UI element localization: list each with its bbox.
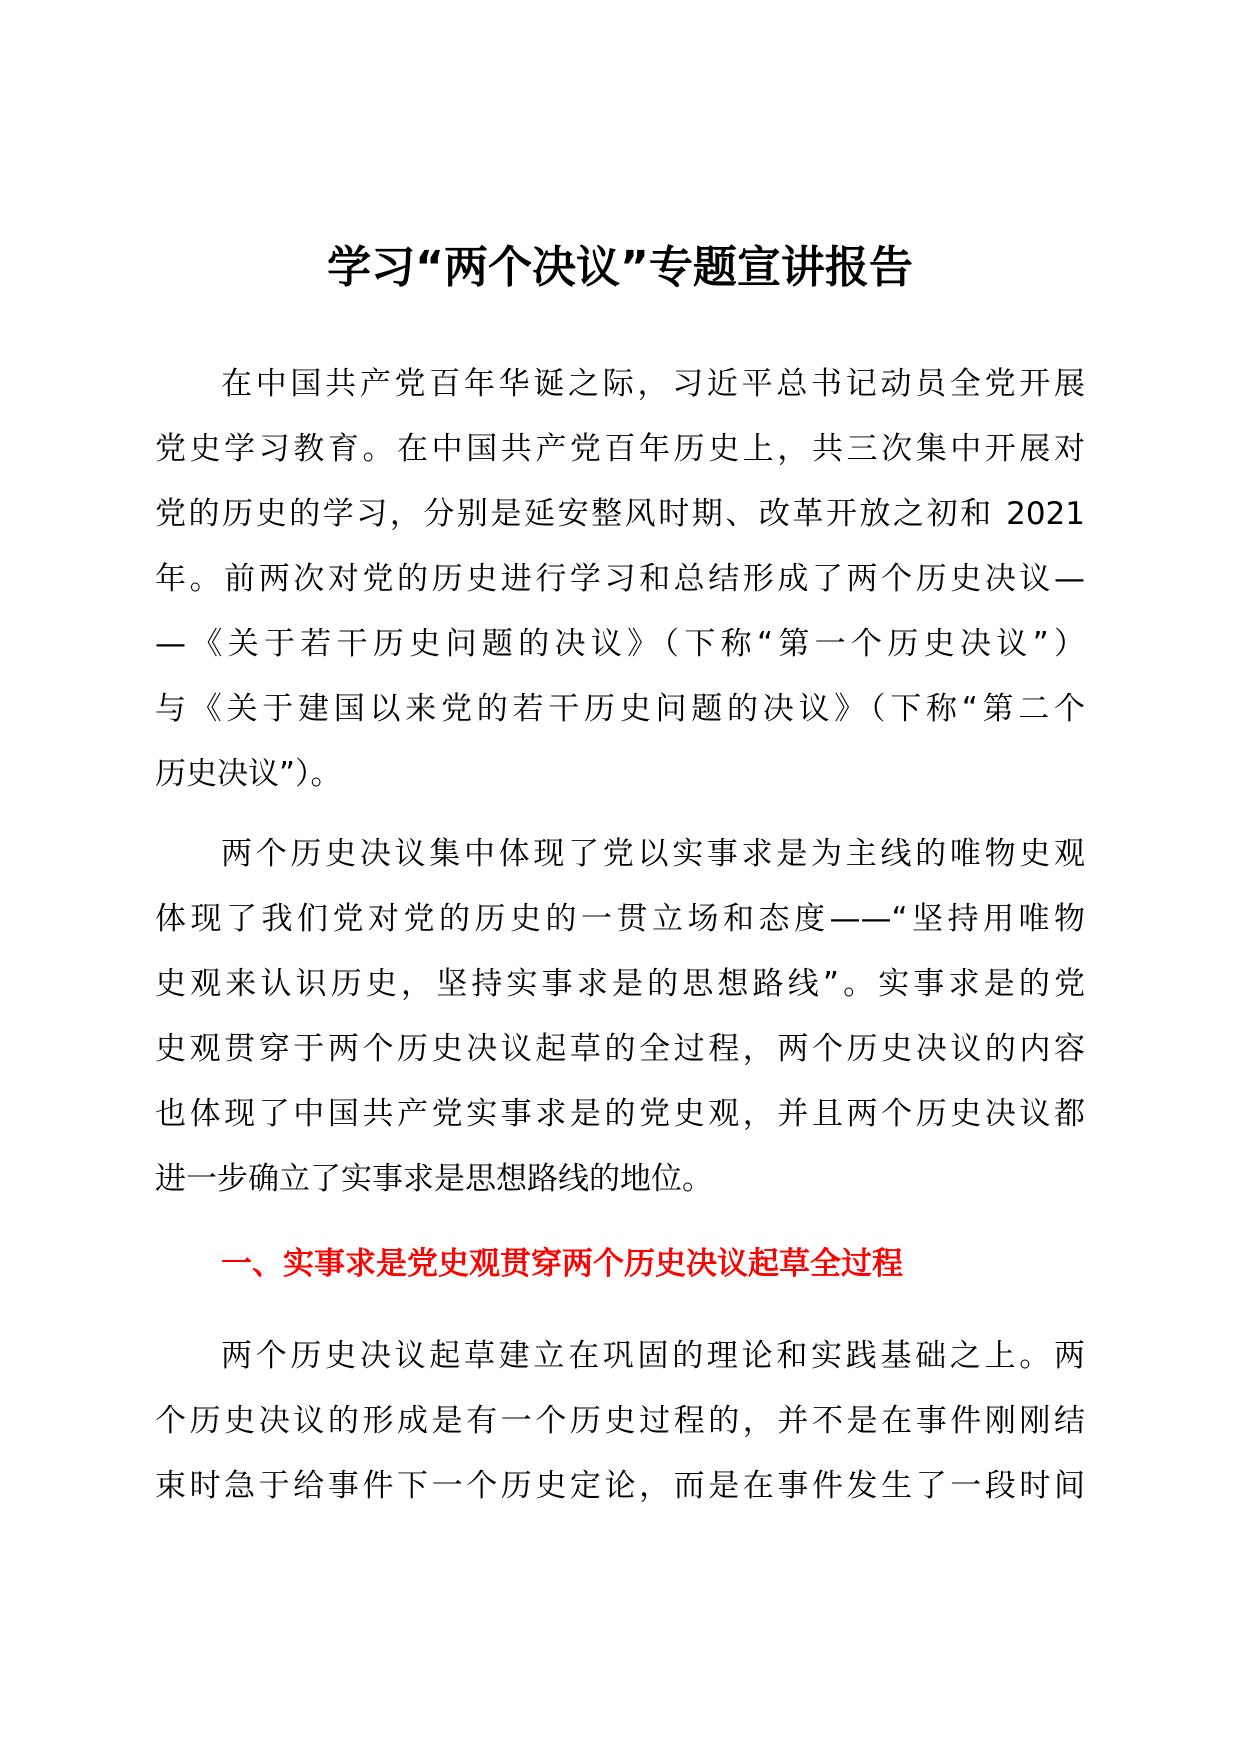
paragraph-3 [155,1324,1085,1519]
paragraph-line: 史观贯穿于两个历史决议起草的全过程，两个历史决议的内容 [155,1031,1085,1067]
paragraph-line: 束时急于给事件下一个历史定论，而是在事件发生了一段时间 [155,1468,1085,1504]
paragraph-line: 两个历史决议集中体现了党以实事求是为主线的唯物史观 [221,836,1085,872]
paragraph-line: 党史学习教育。在中国共产党百年历史上，共三次集中开展对 [155,431,1085,467]
paragraph-line: —《关于若干历史问题的决议》（下称“第一个历史决议”） [155,626,1085,662]
paragraph-line: 年。前两次对党的历史进行学习和总结形成了两个历史决议— [155,561,1085,597]
paragraph-1 [155,352,1085,807]
paragraph-line: 历史决议”）。 [155,756,342,792]
paragraph-line: 进一步确立了实事求是思想路线的地位。 [155,1161,713,1197]
paragraph-line: 与《关于建国以来党的若干历史问题的决议》（下称“第二个 [155,691,1085,727]
paragraph-line: 在中国共产党百年华诞之际，习近平总书记动员全党开展 [221,366,1085,402]
paragraph-2 [155,822,1085,1212]
paragraph-line: 也体现了中国共产党实事求是的党史观，并且两个历史决议都 [155,1096,1085,1132]
paragraph-line: 党的历史的学习，分别是延安整风时期、改革开放之初和 2021 [155,496,1085,532]
section-heading: 一、实事求是党史观贯穿两个历史决议起草全过程 [221,1246,903,1282]
paragraph-line: 体现了我们党对党的历史的一贯立场和态度——“坚持用唯物 [155,901,1085,937]
document-title: 学习“两个决议”专题宣讲报告 [327,242,913,293]
paragraph-line: 个历史决议的形成是有一个历史过程的，并不是在事件刚刚结 [155,1403,1085,1439]
paragraph-line: 史观来认识历史，坚持实事求是的思想路线”。实事求是的党 [155,966,1085,1002]
paragraph-line: 两个历史决议起草建立在巩固的理论和实践基础之上。两 [221,1338,1085,1374]
